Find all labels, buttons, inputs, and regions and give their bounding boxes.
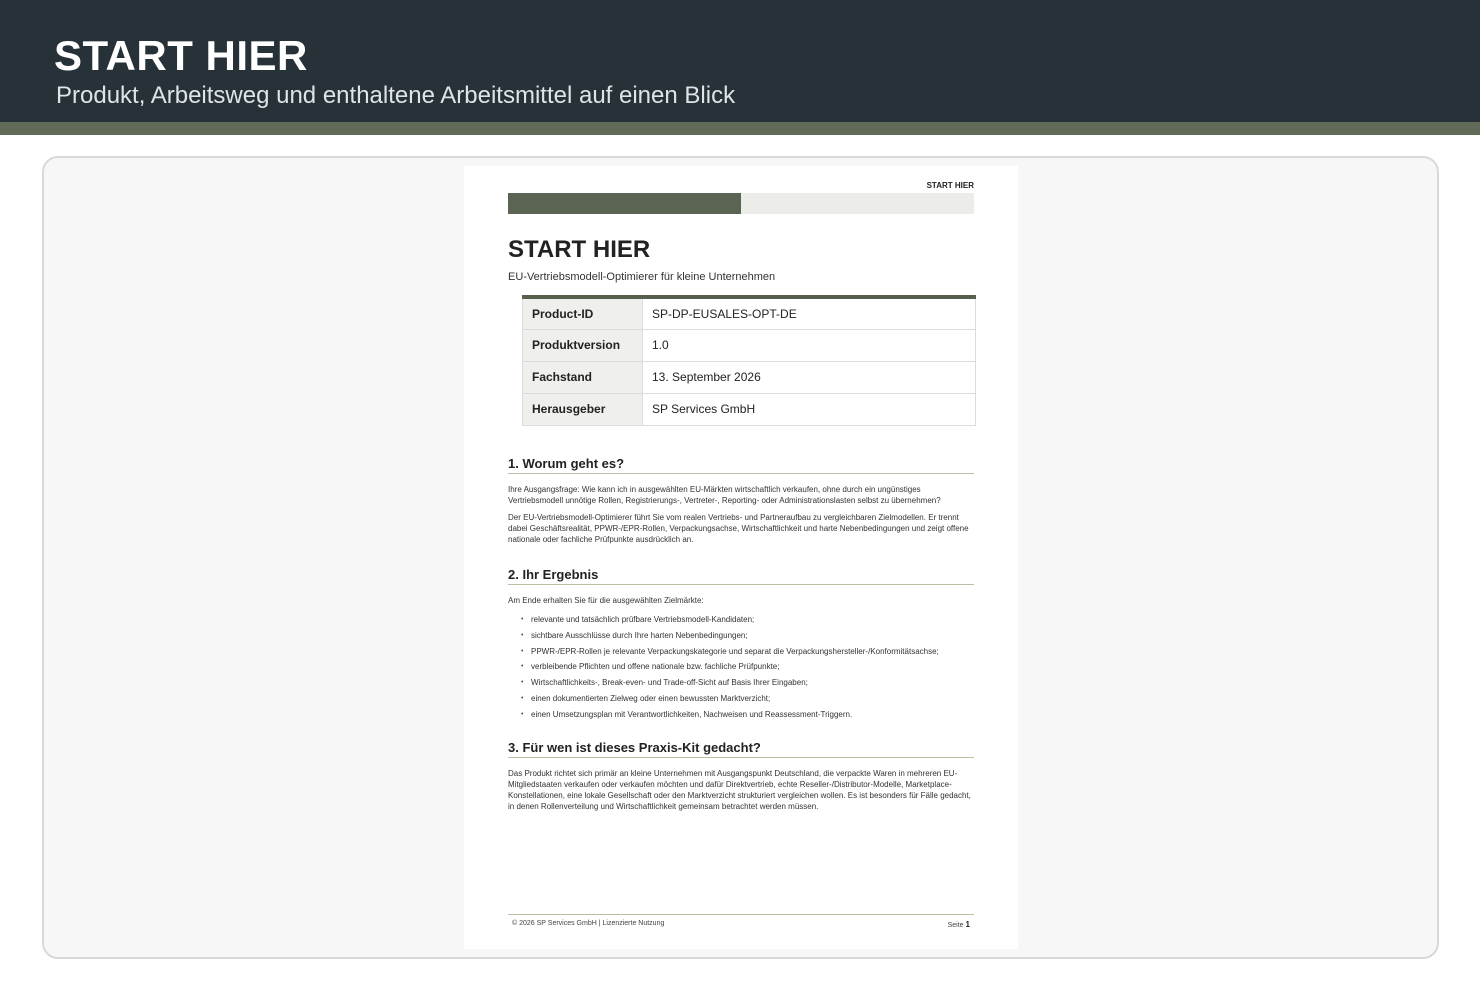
table-row [523, 361, 976, 393]
table-row [523, 297, 976, 329]
section-heading: 1. Worum geht es? [508, 456, 974, 474]
table-value: 13. September 2026 [643, 361, 976, 393]
section-zielgruppe [508, 740, 974, 812]
page-number-value: 1 [965, 920, 970, 929]
product-info-table [522, 295, 976, 426]
page-number [948, 920, 970, 929]
page-label: Seite [947, 922, 964, 929]
accent-divider [0, 122, 1480, 135]
list-item: • einen Umsetzungsplan mit Verantwortlichkeiten, Nachweisen und Reassessment-Triggern. [508, 707, 974, 723]
section-intro: Am Ende erhalten Sie für die ausgewählten Zielmärkte: [508, 596, 704, 605]
table-row [523, 329, 976, 361]
footer-divider [508, 914, 974, 915]
list-item: • relevante und tatsächlich prüfbare Vertriebsmodell-Kandidaten; [508, 612, 974, 628]
section-ihr-ergebnis [508, 567, 974, 723]
list-item: • sichtbare Ausschlüsse durch Ihre harten Nebenbedingungen; [508, 628, 974, 644]
section-paragraph: Das Produkt richtet sich primär an kleine Unternehmen mit Ausgangspunkt Deutschland, die verpackte Waren in mehreren EU-Mitgliedstaaten verkaufen oder verkaufen möchten und dafür Direktvertrieb, echte Reseller-/Distributor-Modelle, Marketplace-Konstellationen, eine lokale Gesellschaft oder den Marktverzicht strukturiert vergleichen wollen. Es ist besonders für Fälle gedacht, in denen Rollenverteilung und Wirtschaftlichkeit gemeinsam betrachtet werden müssen. [508, 769, 971, 811]
progress-fill [508, 193, 741, 214]
top-banner [0, 0, 1480, 122]
section-worum-geht-es [508, 456, 974, 545]
banner-title: START HIER [54, 32, 308, 79]
document-viewer[interactable] [42, 156, 1439, 959]
list-item: • verbleibende Pflichten und offene nationale bzw. fachliche Prüfpunkte; [508, 659, 974, 675]
list-item: • PPWR-/EPR-Rollen je relevante Verpackungskategorie und separat die Verpackungshersteller-/Konformitätsachse; [508, 644, 974, 660]
progress-bar [508, 193, 974, 214]
banner-subtitle: Produkt, Arbeitsweg und enthaltene Arbeitsmittel auf einen Blick [56, 82, 736, 109]
table-key: Product-ID [523, 297, 643, 329]
footer-copyright: © 2026 SP Services GmbH | Lizenzierte Nutzung [512, 920, 665, 927]
document-subtitle: EU-Vertriebsmodell-Optimierer für kleine Unternehmen [508, 271, 776, 283]
list-item: • einen dokumentierten Zielweg oder einen bewussten Marktverzicht; [508, 691, 974, 707]
table-value: SP Services GmbH [643, 393, 976, 425]
table-row [523, 393, 976, 425]
section-heading: 3. Für wen ist dieses Praxis-Kit gedacht? [508, 740, 974, 758]
result-list [508, 612, 974, 723]
table-key: Fachstand [523, 361, 643, 393]
section-paragraph: Der EU-Vertriebsmodell-Optimierer führt Sie vom realen Vertriebs- und Partneraufbau zu vergleichbaren Zielmodellen. Er trennt dabei Geschäftsrealität, PPWR-/EPR-Rollen, Verpackungsachse, Wirtschaftlichkeit und harte Nebenbedingungen und zeigt offene nationale oder fachliche Prüfpunkte ausdrücklich an. [508, 513, 969, 544]
table-value: 1.0 [643, 329, 976, 361]
table-value: SP-DP-EUSALES-OPT-DE [643, 297, 976, 329]
list-item: • Wirtschaftlichkeits-, Break-even- und Trade-off-Sicht auf Basis Ihrer Eingaben; [508, 675, 974, 691]
running-head: START HIER [926, 181, 974, 190]
section-paragraph: Ihre Ausgangsfrage: Wie kann ich in ausgewählten EU-Märkten wirtschaftlich verkaufen, ohne durch ein ungünstiges Vertriebsmodell unnötige Rollen, Registrierungs-, Vertreter-, Reporting- oder Administrationslasten selbst zu übernehmen? [508, 485, 941, 505]
document-title: START HIER [508, 236, 651, 263]
table-key: Produktversion [523, 329, 643, 361]
table-key: Herausgeber [523, 393, 643, 425]
document-page [464, 166, 1018, 949]
section-heading: 2. Ihr Ergebnis [508, 567, 974, 585]
